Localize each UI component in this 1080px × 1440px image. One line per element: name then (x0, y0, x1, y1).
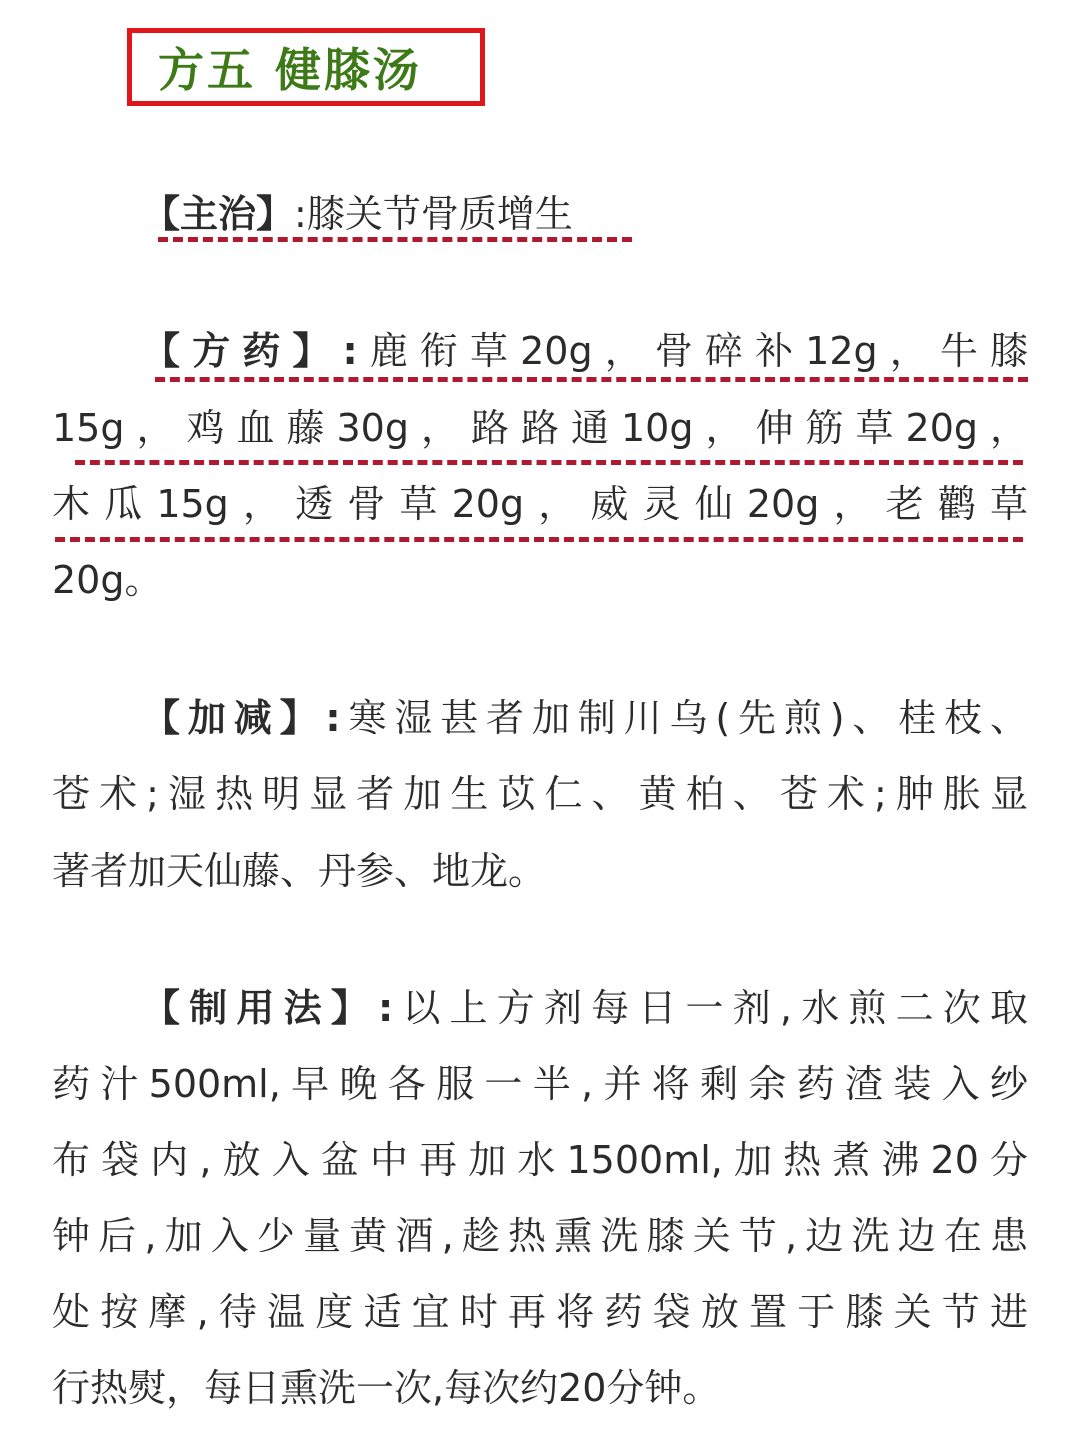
modifications-text-1: 寒湿甚者加制川乌(先煎)、桂枝、 (340, 696, 1028, 740)
page-title: 方五 健膝汤 (158, 43, 423, 97)
formula-line-2: 15g，鸡血藤30g，路路通10g，伸筋草20g， (52, 406, 1028, 450)
formula-underline-2 (75, 460, 1023, 465)
usage-line-5: 处按摩,待温度适宜时再将药袋放置于膝关节进 (52, 1290, 1028, 1334)
formula-underline-1 (155, 377, 1028, 382)
indications-text: :膝关节骨质增生 (294, 192, 573, 236)
usage-line-2: 药汁500ml,早晚各服一半,并将剩余药渣装入纱 (52, 1062, 1028, 1106)
formula-line-1 (142, 325, 1028, 377)
formula-text-1: 鹿衔草20g，骨碎补12g，牛膝 (357, 329, 1028, 373)
modifications-label: 【加减】: (142, 696, 341, 740)
usage-line-1 (142, 982, 1028, 1034)
formula-label: 【方药】: (142, 329, 358, 373)
modifications-line-1 (142, 692, 1028, 744)
indications-label: 【主治】 (142, 192, 295, 236)
modifications-line-2: 苍术;湿热明显者加生苡仁、黄柏、苍术;肿胀显 (52, 772, 1028, 816)
formula-line-3: 木瓜15g，透骨草20g，威灵仙20g，老鹳草 (52, 482, 1028, 526)
indications-line (142, 188, 742, 240)
formula-underline-3 (55, 537, 1023, 542)
usage-line-4: 钟后,加入少量黄酒,趁热熏洗膝关节,边洗边在患 (52, 1214, 1028, 1258)
usage-line-3: 布袋内,放入盆中再加水1500ml,加热煮沸20分 (52, 1138, 1028, 1182)
usage-line-6: 行热熨，每日熏洗一次,每次约20分钟。 (52, 1366, 721, 1410)
usage-label: 【制用法】: (142, 986, 394, 1030)
modifications-line-3: 著者加天仙藤、丹参、地龙。 (52, 849, 547, 893)
formula-line-4: 20g。 (52, 558, 163, 602)
indications-underline (158, 237, 632, 242)
usage-text-1: 以上方剂每日一剂,水煎二次取 (393, 986, 1028, 1030)
